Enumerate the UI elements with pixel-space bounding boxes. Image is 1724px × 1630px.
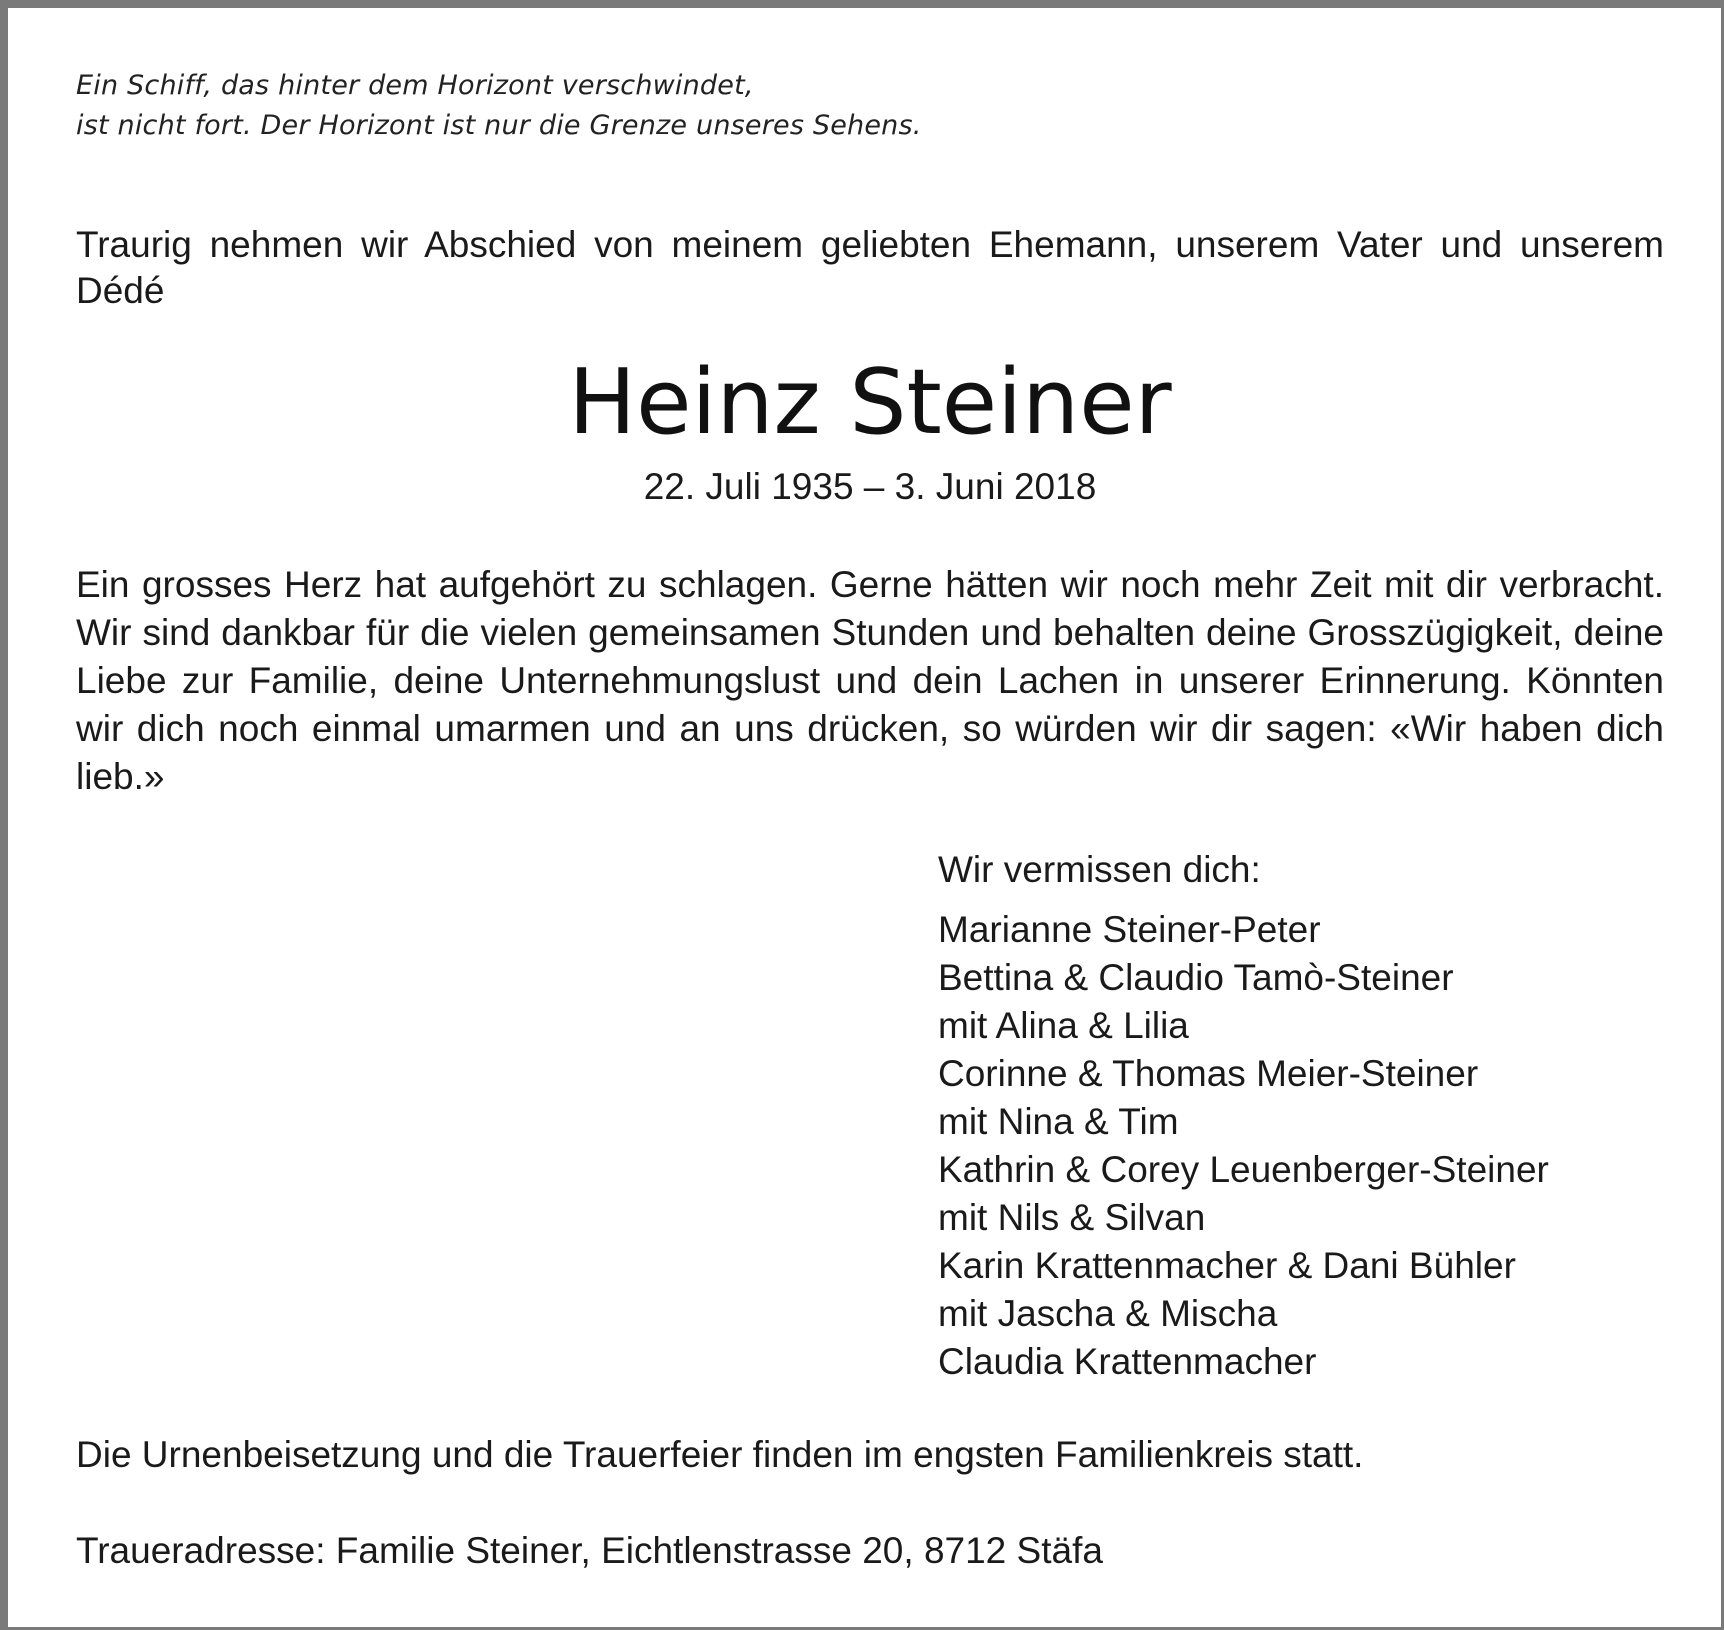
deceased-name: Heinz Steiner — [568, 350, 1172, 455]
intro-text: Traurig nehmen wir Abschied von meinem geliebten Ehemann, unserem Vater und unserem Dédé — [76, 224, 1664, 311]
mourning-address: Traueradresse: Familie Steiner, Eichtlenstrasse 20, 8712 Stäfa — [76, 1530, 1103, 1571]
motto-line-2: ist nicht fort. Der Horizont ist nur die Grenze unseres Sehens. — [76, 110, 922, 141]
family-member: Claudia Krattenmacher — [938, 1341, 1317, 1382]
family-member: Kathrin & Corey Leuenberger-Steiner — [938, 1149, 1549, 1190]
motto-quote — [76, 66, 1176, 146]
family-members-list — [938, 906, 1698, 1386]
tribute-text: Ein grosses Herz hat aufgehört zu schlagen. Gerne hätten wir noch mehr Zeit mit dir verbracht. Wir sind dankbar für die vielen gemeinsamen Stunden und behalten deine Grosszügigkeit, deine Liebe zur Familie, deine Unternehmungslust und dein Lachen in unserer Erinnerung. Könnten wir dich noch einmal umarmen und an uns drücken, so würden wir dir sagen: «Wir haben dich lieb.» — [76, 564, 1664, 797]
family-member: mit Nina & Tim — [938, 1101, 1179, 1142]
family-member: mit Jascha & Mischa — [938, 1293, 1278, 1334]
family-member: mit Nils & Silvan — [938, 1197, 1206, 1238]
family-member: mit Alina & Lilia — [938, 1005, 1189, 1046]
family-member: Karin Krattenmacher & Dani Bühler — [938, 1245, 1516, 1286]
life-dates: 22. Juli 1935 – 3. Juni 2018 — [643, 466, 1097, 507]
family-member: Corinne & Thomas Meier-Steiner — [938, 1053, 1479, 1094]
family-member: Marianne Steiner-Peter — [938, 909, 1321, 950]
motto-line-1: Ein Schiff, das hinter dem Horizont verschwindet, — [76, 70, 754, 101]
family-member: Bettina & Claudio Tamò-Steiner — [938, 957, 1454, 998]
family-signature — [938, 846, 1698, 1386]
family-heading: Wir vermissen dich: — [938, 849, 1261, 890]
ceremony-notice: Die Urnenbeisetzung und die Trauerfeier finden im engsten Familienkreis statt. — [76, 1434, 1364, 1475]
